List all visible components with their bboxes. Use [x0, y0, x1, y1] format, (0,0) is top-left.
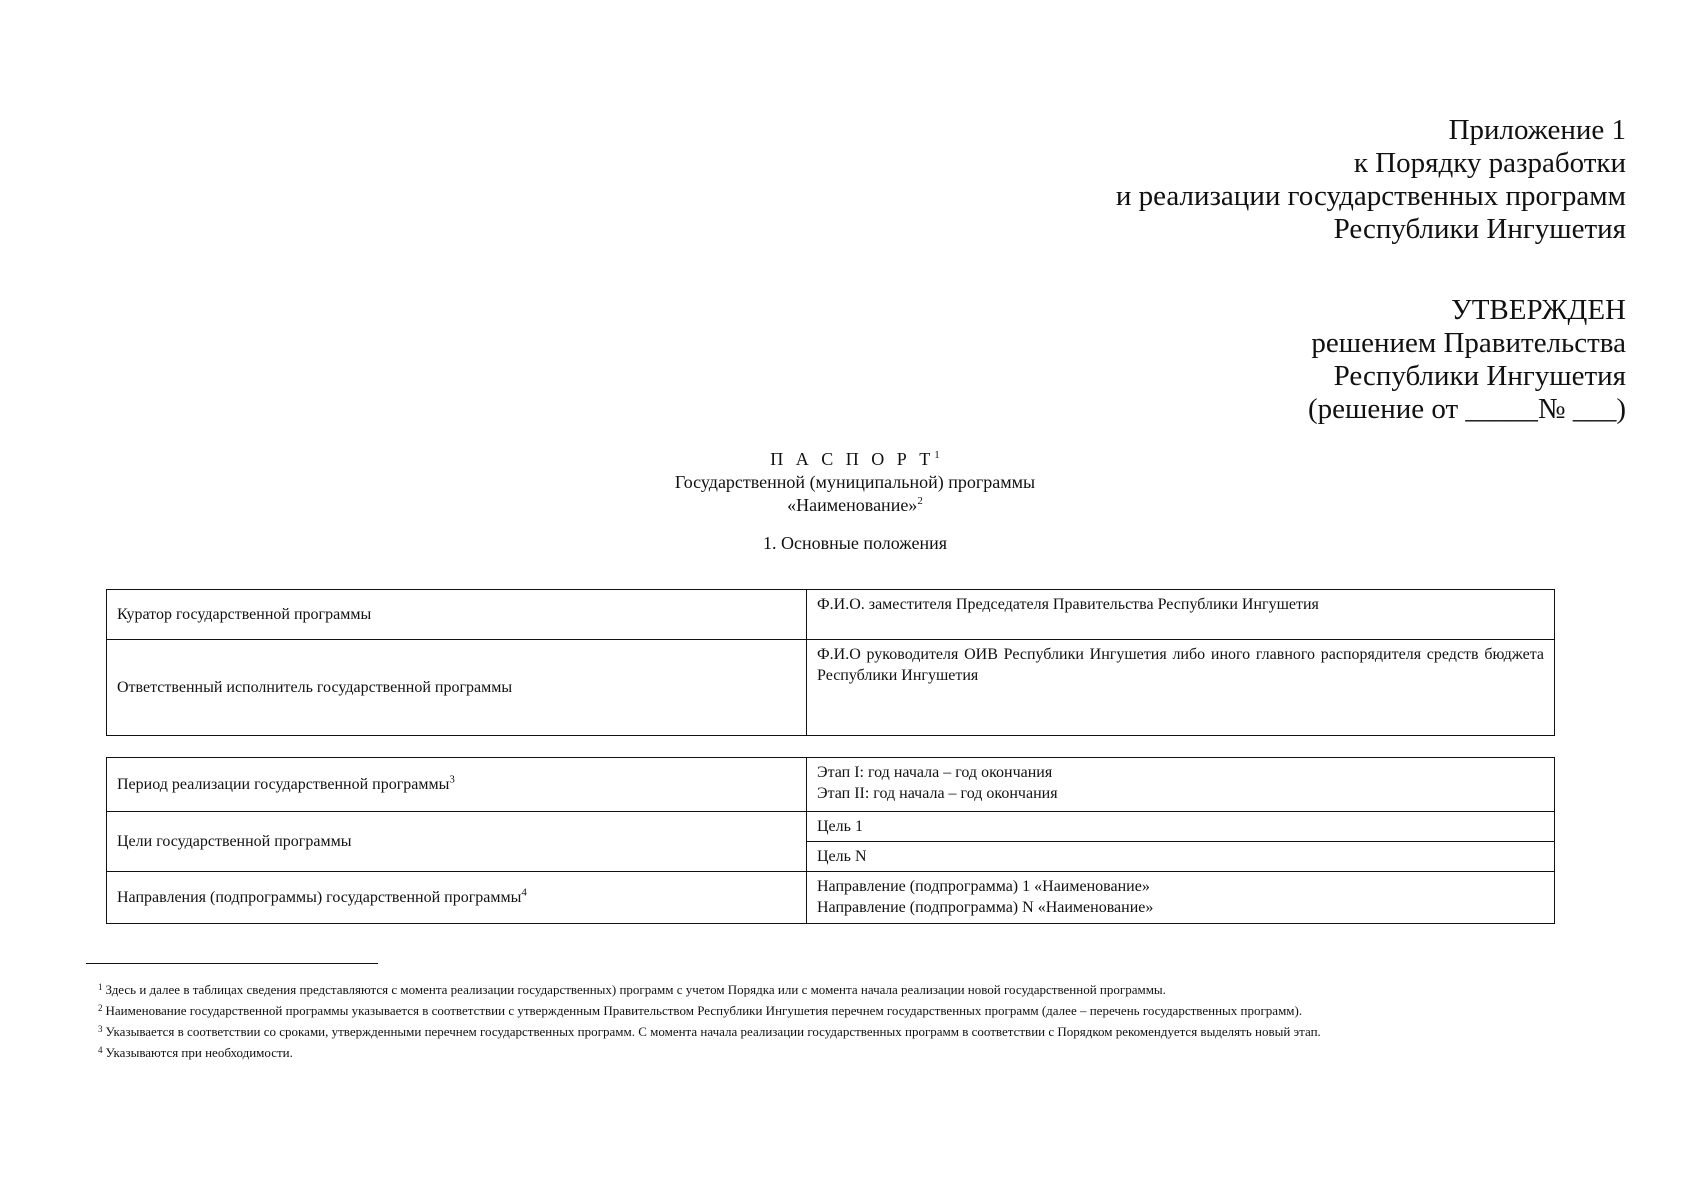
footnote [98, 999, 1612, 1020]
footnote-ref: 4 [521, 886, 527, 899]
section-heading: 1. Основные положения [763, 533, 947, 553]
goal-value: Цель 1 [807, 812, 1555, 842]
appendix-line: Приложение 1 [1448, 114, 1626, 146]
goals-label: Цели государственной программы [107, 812, 807, 872]
period-label [107, 758, 807, 812]
goal-value: Цель N [807, 842, 1555, 872]
passport-title [0, 448, 1697, 471]
appendix-line: и реализации государственных программ [1115, 180, 1626, 212]
curator-label: Куратор государственной программы [107, 590, 807, 640]
program-name-text: «Наименование» [787, 495, 918, 515]
executor-value: Ф.И.О руководителя ОИВ Республики Ингушетия либо иного главного распорядителя средств бюджета Республики Ингушетия [807, 640, 1555, 736]
footnote-mark: 2 [98, 1003, 103, 1013]
header-block [1116, 114, 1626, 426]
period-stage: Этап II: год начала – год окончания [817, 785, 1058, 802]
footnote-ref: 2 [917, 495, 923, 507]
period-label-text: Период реализации государственной программы [117, 776, 450, 793]
appendix-line: Республики Ингушетия [1333, 213, 1626, 245]
footnote-text: Указывается в соответствии со сроками, утвержденными перечнем государственных программ. С момента начала реализации государственных программ в соответствии с Порядком рекомендуется выделять новый этап. [105, 1024, 1321, 1039]
passport-word: П А С П О Р Т [770, 449, 935, 469]
appendix-line: к Порядку разработки [1353, 147, 1626, 179]
footnote [98, 1020, 1612, 1041]
main-provisions-table [106, 589, 1555, 736]
approved-line: Республики Ингушетия [1333, 360, 1626, 392]
footnote-mark: 1 [98, 982, 103, 992]
curator-value: Ф.И.О. заместителя Председателя Правительства Республики Ингушетия [807, 590, 1555, 640]
footnote-text: Наименование государственной программы указывается в соответствии с утвержденным Правительством Республики Ингушетия перечнем государственных программ (далее – перечень государственных программ). [105, 1003, 1303, 1018]
directions-label-text: Направления (подпрограммы) государственной программы [117, 889, 522, 906]
directions-value [807, 872, 1555, 924]
footnote [98, 978, 1612, 999]
header-gap [1116, 246, 1626, 294]
footnote-ref: 3 [449, 773, 455, 786]
footnote-text: Здесь и далее в таблицах сведения представляются с момента реализации государственных) программ с учетом Порядка или с момента начала реализации новой государственной программы. [105, 982, 1166, 997]
direction-item: Направление (подпрограмма) 1 «Наименование» [817, 878, 1150, 895]
footnote-text: Указываются при необходимости. [105, 1045, 293, 1060]
period-value [807, 758, 1555, 812]
table-row [107, 590, 1555, 640]
footnotes [98, 978, 1612, 1062]
footnote-ref: 1 [934, 449, 940, 461]
footnote-separator [86, 963, 378, 964]
approved-line: УТВЕРЖДЕН [1451, 294, 1626, 326]
footnote-mark: 4 [98, 1045, 103, 1055]
program-details-table [106, 757, 1555, 924]
directions-label [107, 872, 807, 924]
executor-label: Ответственный исполнитель государственной программы [107, 640, 807, 736]
footnote [98, 1041, 1612, 1062]
table-row [107, 812, 1555, 842]
footnote-mark: 3 [98, 1024, 103, 1034]
table-row [107, 872, 1555, 924]
table-row [107, 640, 1555, 736]
program-subtitle: Государственной (муниципальной) программы [674, 472, 1036, 492]
approved-line: решением Правительства [1311, 327, 1626, 359]
program-name [0, 494, 1697, 517]
period-stage: Этап I: год начала – год окончания [817, 764, 1053, 781]
table-row [107, 758, 1555, 812]
title-block [0, 448, 1697, 555]
direction-item: Направление (подпрограмма) N «Наименование» [817, 899, 1154, 916]
approved-line: (решение от _____№ ___) [1307, 393, 1626, 425]
